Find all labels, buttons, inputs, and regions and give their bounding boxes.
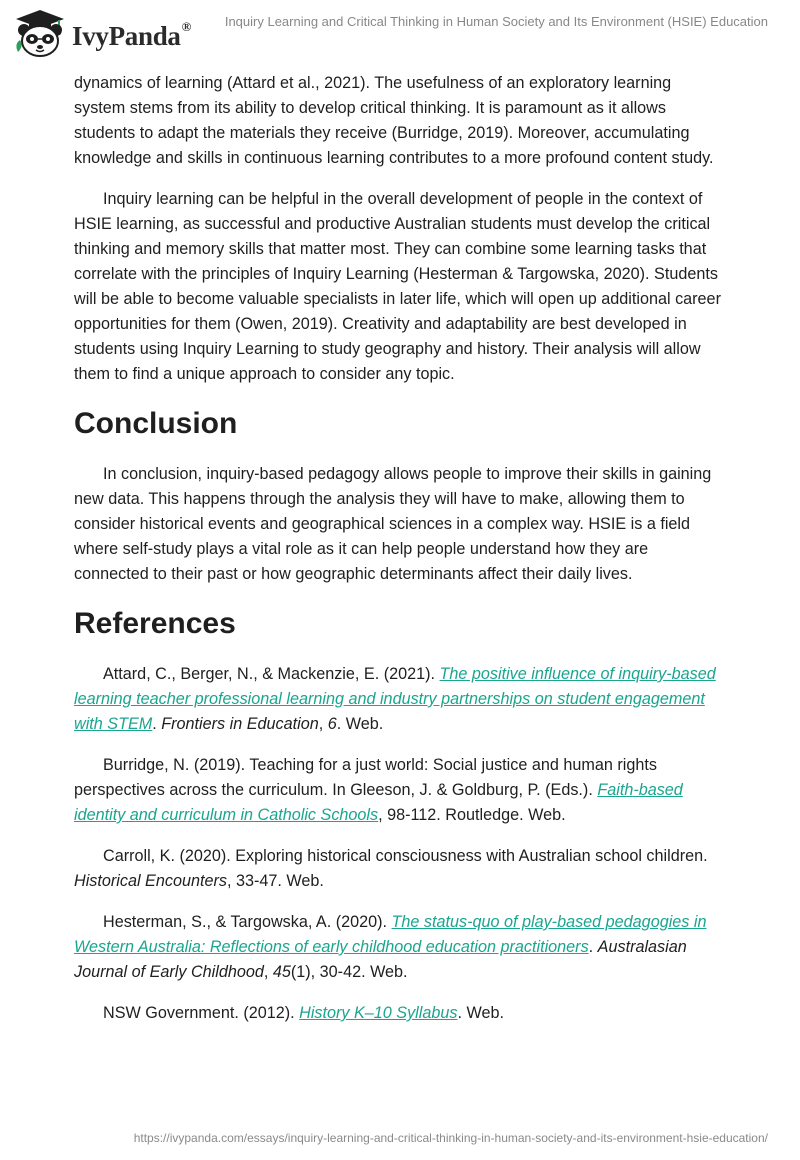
logo[interactable] <box>12 8 191 62</box>
source-url[interactable]: https://ivypanda.com/essays/inquiry-learning-and-critical-thinking-in-human-society-and-its-environment-hsie-education/ <box>133 1131 768 1145</box>
page-header <box>0 0 800 66</box>
reference-link-hesterman[interactable]: The status-quo of play-based pedagogies in Western Australia: Reflections of early childhood education practitioners <box>74 913 707 956</box>
conclusion-heading: Conclusion <box>74 407 238 440</box>
paragraph-2: Inquiry learning can be helpful in the overall development of people in the context of HSIE learning, as successful and productive Australian students must develop the critical thinking and memory skills that matter most. They can combine some learning tasks that correlate with the principles of Inquiry Learning (Hesterman & Targowska, 2020). Students will be able to become valuable specialists in later life, which will open up additional career opportunities for them (Owen, 2019). Creativity and adaptability are best developed in students using Inquiry Learning to study geography and history. Their analysis will allow them to find a unique approach to consider any topic. <box>74 190 721 383</box>
references-heading: References <box>74 607 236 640</box>
reference-item-carroll: Carroll, K. (2020). Exploring historical consciousness with Australian school children. Historical Encounters, 33-47. Web. <box>74 847 708 890</box>
reference-link-attard[interactable]: The positive influence of inquiry-based learning teacher professional learning and industry partnerships on student engagement with STEM <box>74 665 716 733</box>
document-title: Inquiry Learning and Critical Thinking in Human Society and Its Environment (HSIE) Education <box>224 14 768 29</box>
reference-item-burridge: Burridge, N. (2019). Teaching for a just world: Social justice and human rights perspectives across the curriculum. In Gleeson, J. & Goldburg, P. (Eds.). Faith-based identity and curriculum in Catholic Schools, 98-112. Routledge. Web. <box>74 756 683 824</box>
reference-item-nsw: NSW Government. (2012). History K–10 Syllabus. Web. <box>103 1004 504 1022</box>
reference-item-attard: Attard, C., Berger, N., & Mackenzie, E. (2021). The positive influence of inquiry-based learning teacher professional learning and industry partnerships on student engagement with STEM. Frontiers in Education, 6. Web. <box>74 665 716 733</box>
paragraph-1: dynamics of learning (Attard et al., 2021). The usefulness of an exploratory learning system stems from its ability to develop critical thinking. It is paramount as it allows students to adapt the materials they receive (Burridge, 2019). Moreover, accumulating knowledge and skills in continuous learning contributes to a more profound content study. <box>74 74 714 167</box>
reference-link-nsw[interactable]: History K–10 Syllabus <box>299 1004 458 1022</box>
logo-text: IvyPanda® <box>72 18 192 51</box>
reference-item-hesterman: Hesterman, S., & Targowska, A. (2020). The status-quo of play-based pedagogies in Western Australia: Reflections of early childhood education practitioners. Australasian Journal of Early Childhood, 45(1), 30-42. Web. <box>74 913 707 981</box>
panda-graduate-icon <box>12 8 68 62</box>
reference-link-burridge[interactable]: Faith-based identity and curriculum in Catholic Schools <box>74 781 683 824</box>
conclusion-paragraph: In conclusion, inquiry-based pedagogy allows people to improve their skills in gaining new data. This happens through the analysis they will have to make, allowing them to consider historical events and geographical sciences in a complex way. HSIE is a field where self-study plays a vital role as it can help people understand how they are connected to their past or how geographic determinants affect their daily lives. <box>74 465 712 583</box>
essay-content <box>74 71 724 1026</box>
